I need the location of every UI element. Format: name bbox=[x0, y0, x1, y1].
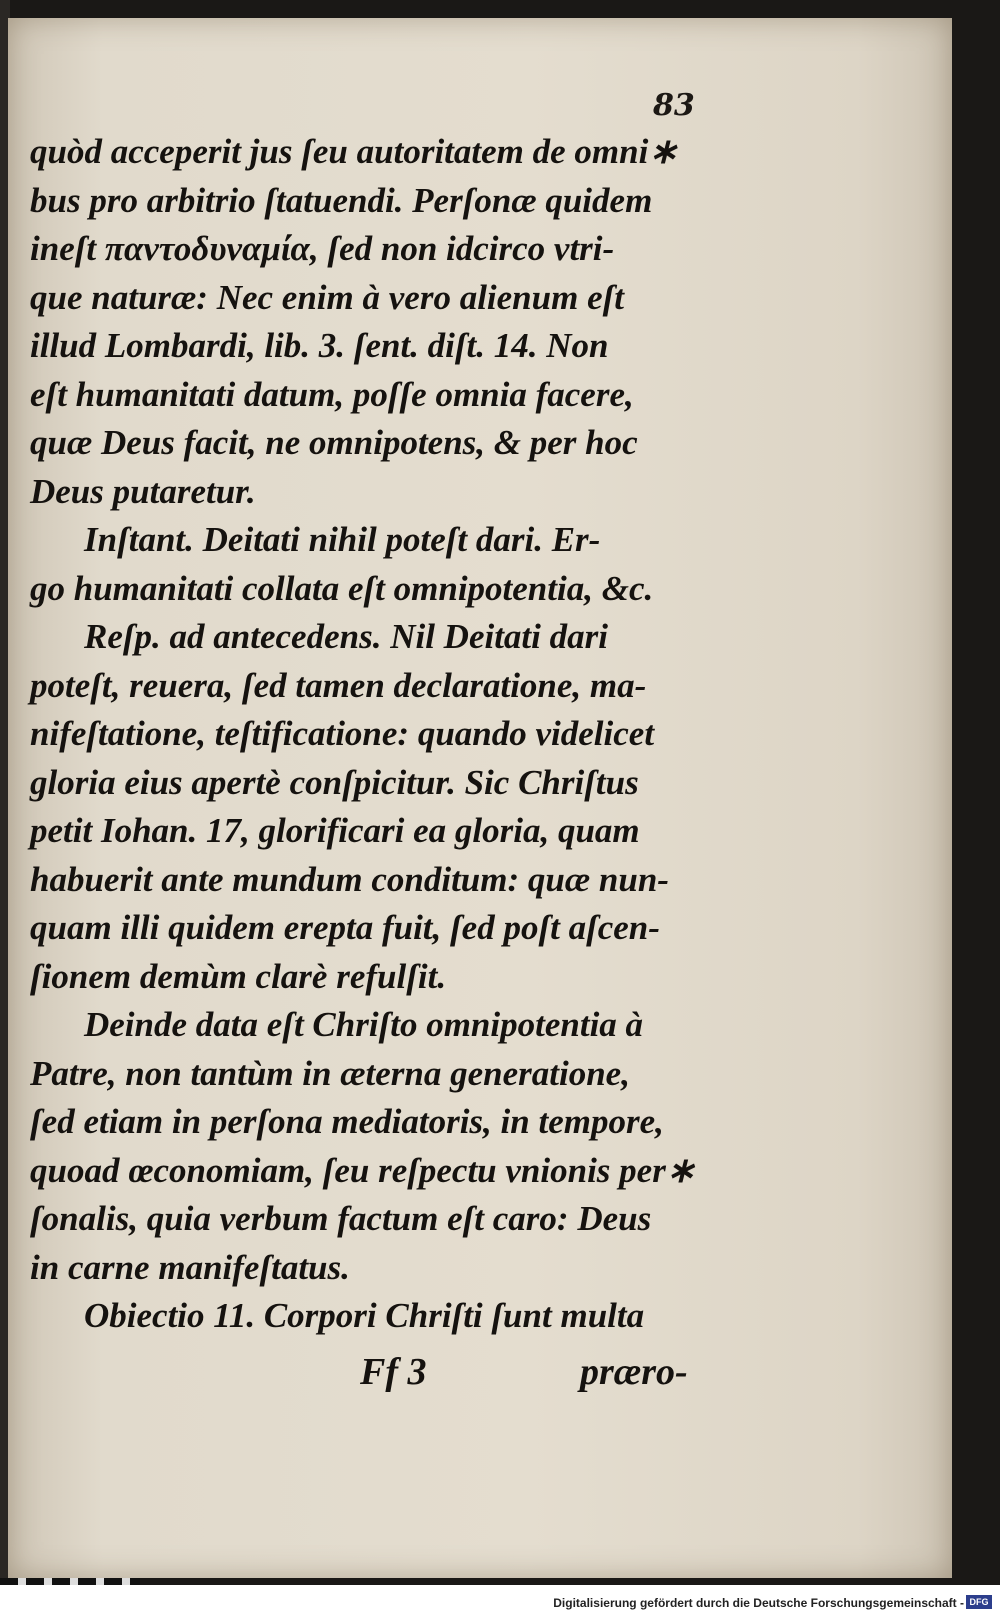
text-line: Reſp. ad antecedens. Nil Deitati dari bbox=[84, 617, 608, 656]
text-line: Patre, non tantùm in æterna generatione, bbox=[30, 1053, 630, 1093]
text-line: quoad œconomiam, ſeu reſpectu vnionis per∗ bbox=[30, 1150, 696, 1190]
text-line: Obiectio 11. Corpori Chriſti ſunt multa bbox=[84, 1296, 645, 1335]
text-line: go humanitati collata eſt omnipotentia, &c. bbox=[30, 568, 654, 608]
text-line: bus pro arbitrio ſtatuendi. Perſonæ quidem bbox=[30, 180, 653, 220]
text-line: eſt humanitati datum, poſſe omnia facere, bbox=[30, 374, 634, 414]
digitization-credit: Digitalisierung gefördert durch die Deutsche Forschungsgemeinschaft - bbox=[553, 1596, 964, 1610]
page-footer bbox=[0, 1350, 1000, 1400]
signature-mark: Ff 3 bbox=[360, 1351, 427, 1393]
text-line: illud Lombardi, lib. 3. ſent. diſt. 14. Non bbox=[30, 326, 609, 365]
text-line: quòd acceperit jus ſeu autoritatem de omni∗ bbox=[30, 132, 678, 171]
text-line: ſonalis, quia verbum factum eſt caro: Deus bbox=[30, 1199, 652, 1238]
catchword: præro- bbox=[580, 1351, 688, 1393]
text-line: Deus putaretur. bbox=[30, 471, 256, 511]
text-line: que naturæ: Nec enim à vero alienum eſt bbox=[30, 277, 624, 317]
text-line: Deinde data eſt Chriſto omnipotentia à bbox=[84, 1005, 644, 1044]
text-line: poteſt, reuera, ſed tamen declaratione, ma- bbox=[30, 665, 647, 705]
text-line: petit Iohan. 17, glorificari ea gloria, quam bbox=[30, 811, 640, 850]
text-line: in carne manifeſtatus. bbox=[30, 1247, 350, 1287]
page-number: 83 bbox=[653, 88, 695, 123]
text-line: quæ Deus facit, ne omnipotens, & per hoc bbox=[30, 423, 638, 462]
text-line: Inſtant. Deitati nihil poteſt dari. Er- bbox=[84, 520, 601, 559]
text-line: nifeſtatione, teſtificatione: quando videlicet bbox=[30, 714, 655, 753]
dfg-logo-icon: DFG bbox=[966, 1595, 992, 1609]
text-line: ineſt παντοδυναμία, ſed non idcirco vtri- bbox=[30, 229, 615, 268]
text-line: ſionem demùm clarè refulſit. bbox=[30, 956, 447, 996]
page-text bbox=[30, 128, 696, 1341]
text-line: habuerit ante mundum conditum: quæ nun- bbox=[30, 859, 669, 899]
text-line: gloria eius apertè conſpicitur. Sic Chriſtus bbox=[30, 762, 639, 802]
text-line: ſed etiam in perſona mediatoris, in tempore, bbox=[30, 1102, 664, 1141]
text-line: quam illi quidem erepta fuit, ſed poſt aſcen- bbox=[30, 908, 660, 947]
